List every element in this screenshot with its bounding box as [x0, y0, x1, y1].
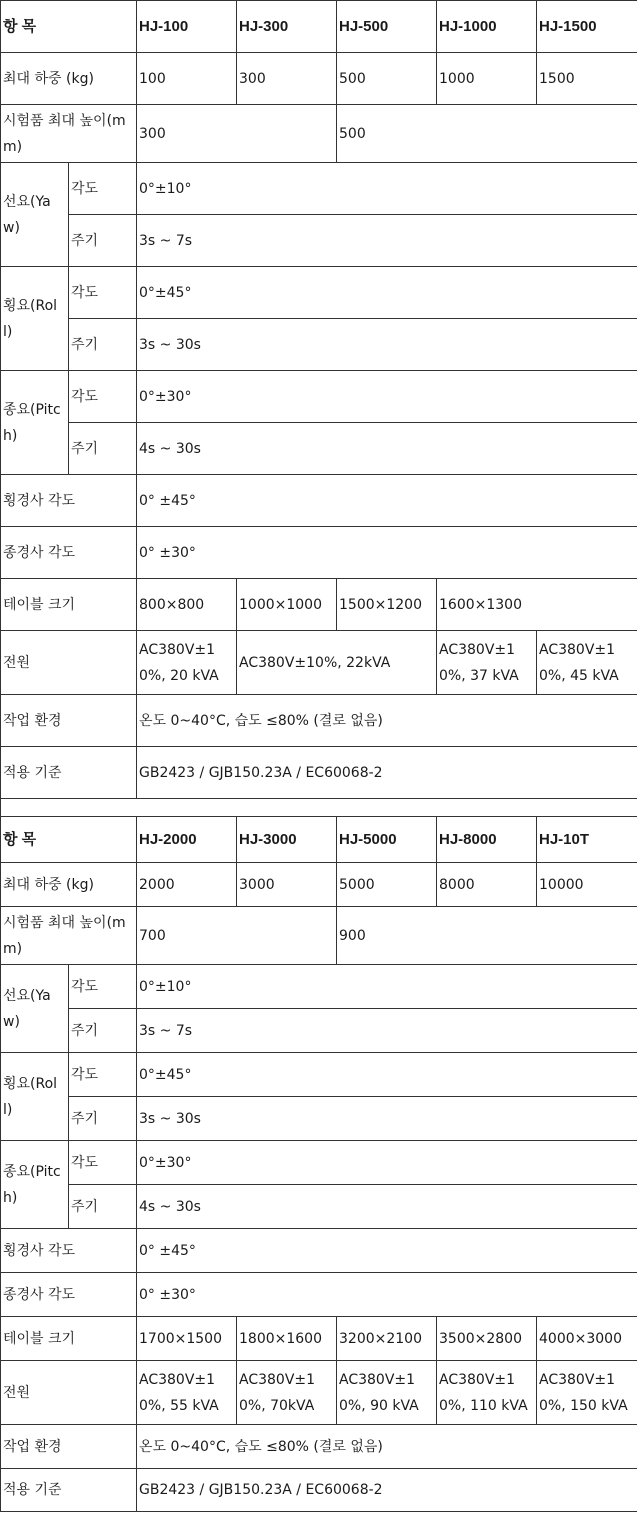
yaw-angle-value: 0°±10° [137, 965, 637, 1009]
model-name: HJ-3000 [237, 817, 337, 863]
env-row [1, 695, 637, 747]
row-label: 전원 [1, 1361, 137, 1425]
row-label: 종경사 각도 [1, 527, 137, 579]
max-load-value: 500 [337, 53, 437, 105]
row-label: 시험품 최대 높이(mm) [1, 105, 137, 163]
table-size-value: 800×800 [137, 579, 237, 631]
header-row [1, 1, 637, 53]
max-height-value: 700 [137, 907, 337, 965]
max-height-value: 300 [137, 105, 337, 163]
motion-label-pitch: 종요(Pitch) [1, 1141, 69, 1229]
row-label: 테이블 크기 [1, 1317, 137, 1361]
power-value: AC380V±10%, 37 kVA [437, 631, 537, 695]
table-size-value: 1600×1300 [437, 579, 637, 631]
yaw-angle-value: 0°±10° [137, 163, 637, 215]
sub-label: 주기 [69, 1009, 137, 1053]
power-value: AC380V±10%, 90 kVA [337, 1361, 437, 1425]
table-size-value: 3500×2800 [437, 1317, 537, 1361]
trim-row [1, 1273, 637, 1317]
power-value: AC380V±10%, 55 kVA [137, 1361, 237, 1425]
table-size-value: 4000×3000 [537, 1317, 637, 1361]
motion-label-roll: 횡요(Roll) [1, 1053, 69, 1141]
pitch-angle-value: 0°±30° [137, 371, 637, 423]
pitch-period-value: 4s ~ 30s [137, 1185, 637, 1229]
motion-label-yaw: 선요(Yaw) [1, 163, 69, 267]
row-label: 최대 하중 (kg) [1, 863, 137, 907]
sub-label: 주기 [69, 215, 137, 267]
sub-label: 각도 [69, 1053, 137, 1097]
roll-period-value: 3s ~ 30s [137, 1097, 637, 1141]
power-value: AC380V±10%, 110 kVA [437, 1361, 537, 1425]
max-load-value: 2000 [137, 863, 237, 907]
standard-row [1, 1469, 637, 1512]
trim-value: 0° ±30° [137, 527, 637, 579]
max-load-value: 300 [237, 53, 337, 105]
roll-angle-value: 0°±45° [137, 267, 637, 319]
trim-row [1, 527, 637, 579]
row-label: 종경사 각도 [1, 1273, 137, 1317]
sub-label: 주기 [69, 1097, 137, 1141]
pitch-period-value: 4s ~ 30s [137, 423, 637, 475]
heel-row [1, 475, 637, 527]
sub-label: 각도 [69, 267, 137, 319]
max-load-value: 100 [137, 53, 237, 105]
roll-angle-row [1, 1053, 637, 1097]
table-size-row [1, 1317, 637, 1361]
power-row [1, 631, 637, 695]
sub-label: 각도 [69, 163, 137, 215]
max-load-value: 5000 [337, 863, 437, 907]
yaw-period-row [1, 215, 637, 267]
motion-label-roll: 횡요(Roll) [1, 267, 69, 371]
max-load-value: 10000 [537, 863, 637, 907]
max-load-value: 1000 [437, 53, 537, 105]
motion-label-yaw: 선요(Yaw) [1, 965, 69, 1053]
roll-period-value: 3s ~ 30s [137, 319, 637, 371]
table-separator [1, 799, 637, 817]
power-value: AC380V±10%, 45 kVA [537, 631, 637, 695]
env-value: 온도 0~40°C, 습도 ≤80% (결로 없음) [137, 695, 637, 747]
model-name: HJ-500 [337, 1, 437, 53]
header-label: 항 목 [1, 817, 137, 863]
header-row [1, 817, 637, 863]
power-value: AC380V±10%, 22kVA [237, 631, 437, 695]
yaw-period-value: 3s ~ 7s [137, 215, 637, 267]
pitch-angle-value: 0°±30° [137, 1141, 637, 1185]
power-value: AC380V±10%, 150 kVA [537, 1361, 637, 1425]
header-label: 항 목 [1, 1, 137, 53]
sub-label: 주기 [69, 1185, 137, 1229]
roll-period-row [1, 319, 637, 371]
standard-value: GB2423 / GJB150.23A / EC60068-2 [137, 1469, 637, 1512]
max-load-value: 1500 [537, 53, 637, 105]
table-size-row [1, 579, 637, 631]
model-name: HJ-100 [137, 1, 237, 53]
table-size-value: 1500×1200 [337, 579, 437, 631]
motion-label-pitch: 종요(Pitch) [1, 371, 69, 475]
pitch-angle-row [1, 371, 637, 423]
table-size-value: 1800×1600 [237, 1317, 337, 1361]
sub-label: 각도 [69, 371, 137, 423]
env-row [1, 1425, 637, 1469]
heel-value: 0° ±45° [137, 475, 637, 527]
standard-row [1, 747, 637, 799]
sub-label: 각도 [69, 965, 137, 1009]
row-label: 작업 환경 [1, 1425, 137, 1469]
sub-label: 각도 [69, 1141, 137, 1185]
model-name: HJ-10T [537, 817, 637, 863]
model-name: HJ-2000 [137, 817, 237, 863]
roll-angle-row [1, 267, 637, 319]
pitch-period-row [1, 1185, 637, 1229]
power-row [1, 1361, 637, 1425]
max-load-value: 3000 [237, 863, 337, 907]
pitch-angle-row [1, 1141, 637, 1185]
power-value: AC380V±10%, 70kVA [237, 1361, 337, 1425]
row-label: 적용 기준 [1, 747, 137, 799]
max-load-row [1, 863, 637, 907]
pitch-period-row [1, 423, 637, 475]
row-label: 최대 하중 (kg) [1, 53, 137, 105]
table-size-value: 1000×1000 [237, 579, 337, 631]
roll-period-row [1, 1097, 637, 1141]
row-label: 적용 기준 [1, 1469, 137, 1512]
power-value: AC380V±10%, 20 kVA [137, 631, 237, 695]
sub-label: 주기 [69, 423, 137, 475]
standard-value: GB2423 / GJB150.23A / EC60068-2 [137, 747, 637, 799]
yaw-angle-row [1, 965, 637, 1009]
heel-value: 0° ±45° [137, 1229, 637, 1273]
row-label: 테이블 크기 [1, 579, 137, 631]
heel-row [1, 1229, 637, 1273]
yaw-period-value: 3s ~ 7s [137, 1009, 637, 1053]
separator-cell [1, 799, 637, 817]
max-load-row [1, 53, 637, 105]
roll-angle-value: 0°±45° [137, 1053, 637, 1097]
model-name: HJ-1500 [537, 1, 637, 53]
table-size-value: 1700×1500 [137, 1317, 237, 1361]
max-height-value: 500 [337, 105, 637, 163]
sub-label: 주기 [69, 319, 137, 371]
max-load-value: 8000 [437, 863, 537, 907]
yaw-period-row [1, 1009, 637, 1053]
max-height-value: 900 [337, 907, 637, 965]
row-label: 횡경사 각도 [1, 475, 137, 527]
row-label: 전원 [1, 631, 137, 695]
max-height-row [1, 907, 637, 965]
model-name: HJ-5000 [337, 817, 437, 863]
max-height-row [1, 105, 637, 163]
row-label: 작업 환경 [1, 695, 137, 747]
env-value: 온도 0~40°C, 습도 ≤80% (결로 없음) [137, 1425, 637, 1469]
row-label: 횡경사 각도 [1, 1229, 137, 1273]
model-name: HJ-1000 [437, 1, 537, 53]
yaw-angle-row [1, 163, 637, 215]
trim-value: 0° ±30° [137, 1273, 637, 1317]
table-size-value: 3200×2100 [337, 1317, 437, 1361]
row-label: 시험품 최대 높이(mm) [1, 907, 137, 965]
model-name: HJ-8000 [437, 817, 537, 863]
model-name: HJ-300 [237, 1, 337, 53]
